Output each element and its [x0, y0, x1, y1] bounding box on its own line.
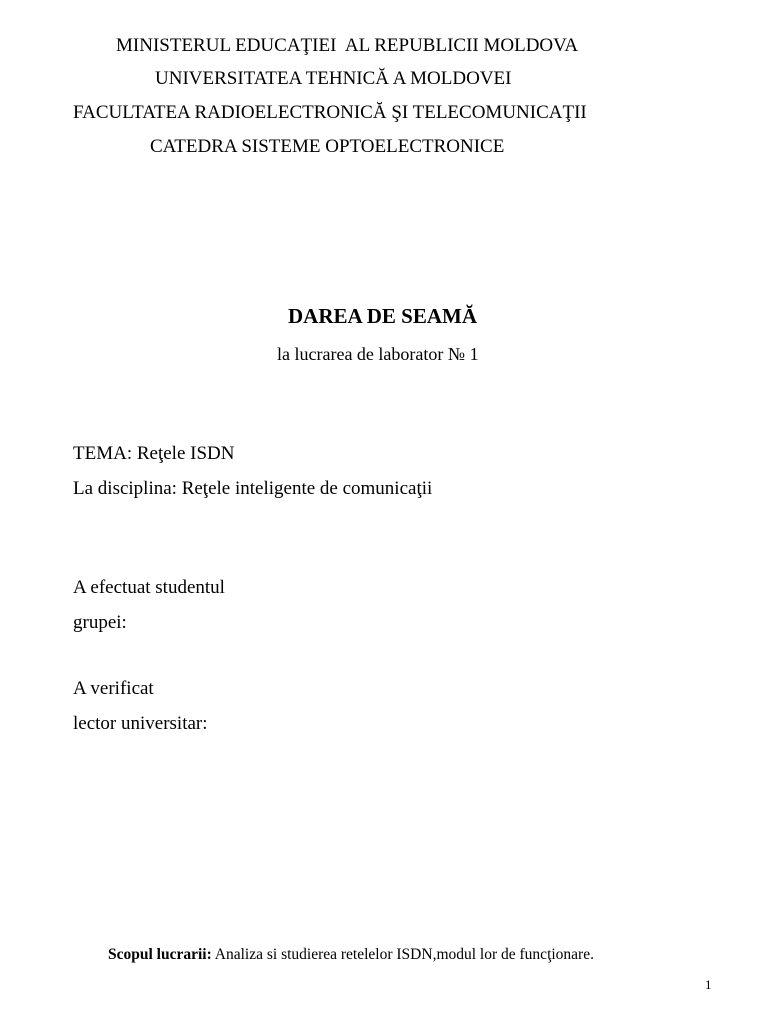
- header-ministry: MINISTERUL EDUCAŢIEI AL REPUBLICII MOLDOVA: [116, 35, 579, 56]
- header-faculty: FACULTATEA RADIOELECTRONICĂ ŞI TELECOMUNICAŢII: [73, 102, 587, 123]
- lecturer-label: lector universitar:: [73, 713, 208, 734]
- report-subtitle: la lucrarea de laborator № 1: [277, 344, 479, 364]
- verified-by-label: A verificat: [73, 678, 154, 699]
- purpose-label: Scopul lucrarii:: [108, 946, 212, 963]
- header-university: UNIVERSITATEA TEHNICĂ A MOLDOVEI: [155, 68, 512, 89]
- report-title: DAREA DE SEAMĂ: [288, 304, 478, 328]
- page-number: 1: [705, 977, 712, 992]
- performed-by-label: A efectuat studentul: [73, 577, 225, 598]
- purpose-text: Analiza si studierea retelelor ISDN,modul lor de funcţionare.: [211, 946, 594, 963]
- topic-tema: TEMA: Reţele ISDN: [73, 443, 235, 464]
- header-department: CATEDRA SISTEME OPTOELECTRONICE: [150, 136, 505, 157]
- purpose-statement: [108, 944, 594, 966]
- topic-discipline: La disciplina: Reţele inteligente de comunicaţii: [73, 478, 433, 499]
- group-label: grupei:: [73, 612, 127, 633]
